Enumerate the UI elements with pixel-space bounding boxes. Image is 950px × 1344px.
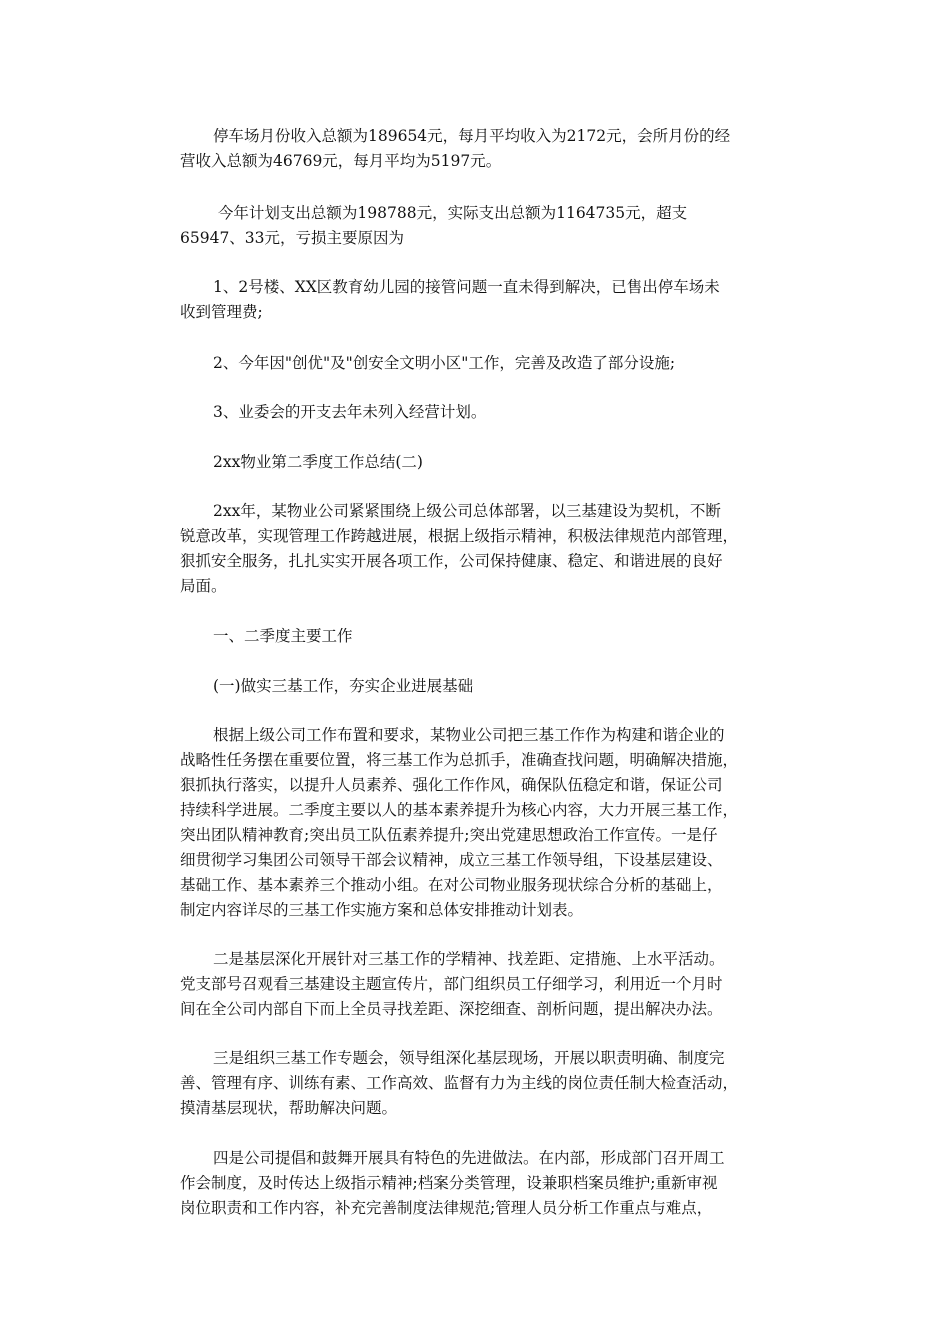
- heading-main-work: [180, 624, 780, 649]
- text-line: 四是公司提倡和鼓舞开展具有特色的先进做法。在内部，形成部门召开周工: [213, 1149, 725, 1167]
- text-line: 基础工作、基本素养三个推动小组。在对公司物业服务现状综合分析的基础上，: [180, 876, 723, 894]
- text-line: 二是基层深化开展针对三基工作的学精神、找差距、定措施、上水平活动。: [213, 950, 725, 968]
- text-line: 狠抓执行落实，以提升人员素养、强化工作作风，确保队伍稳定和谐，保证公司: [180, 776, 723, 794]
- text-line: 摸清基层现状，帮助解决问题。: [180, 1099, 398, 1117]
- paragraph-three-basics: [180, 723, 780, 923]
- text-line: (一)做实三基工作，夯实企业进展基础: [213, 677, 474, 695]
- paragraph-parking-income: [180, 124, 780, 174]
- text-line: 一、二季度主要工作: [213, 627, 353, 645]
- paragraph-third-point: [180, 1046, 780, 1121]
- text-line: 65947、33元，亏损主要原因为: [180, 229, 405, 247]
- paragraph-reason-3: [180, 400, 780, 425]
- text-line: 停车场月份收入总额为189654元，每月平均收入为2172元，会所月份的经: [213, 127, 731, 145]
- text-line: 收到管理费;: [180, 303, 263, 321]
- text-line: 狠抓安全服务，扎扎实实开展各项工作，公司保持健康、稳定、和谐进展的良好: [180, 552, 723, 570]
- text-line: 细贯彻学习集团公司领导干部会议精神，成立三基工作领导组，下设基层建设、: [180, 851, 723, 869]
- text-line: 岗位职责和工作内容，补充完善制度法律规范;管理人员分析工作重点与难点，: [180, 1199, 713, 1217]
- text-line: 营收入总额为46769元，每月平均为5197元。: [180, 152, 502, 170]
- section-title: [180, 450, 780, 475]
- text-line: 2xx年，某物业公司紧紧围绕上级公司总体部署，以三基建设为契机，不断: [213, 502, 721, 520]
- text-line: 党支部号召观看三基建设主题宣传片，部门组织员工仔细学习，利用近一个月时: [180, 975, 723, 993]
- text-line: 2、今年因"创优"及"创安全文明小区"工作，完善及改造了部分设施;: [213, 354, 676, 372]
- paragraph-second-point: [180, 947, 780, 1022]
- text-line: 战略性任务摆在重要位置，将三基工作为总抓手，准确查找问题，明确解决措施，: [180, 751, 739, 769]
- text-line: 作会制度，及时传达上级指示精神;档案分类管理，设兼职档案员维护;重新审视: [180, 1174, 718, 1192]
- paragraph-expenditure: [180, 201, 780, 251]
- subheading-three-basics: [180, 674, 780, 699]
- text-line: 2xx物业第二季度工作总结(二): [213, 453, 423, 471]
- text-line: 局面。: [180, 577, 227, 595]
- text-line: 1、2号楼、XX区教育幼儿园的接管问题一直未得到解决，已售出停车场未: [213, 278, 720, 296]
- text-line: 锐意改革，实现管理工作跨越进展，根据上级指示精神，积极法律规范内部管理，: [180, 527, 739, 545]
- text-line: 间在全公司内部自下而上全员寻找差距、深挖细查、剖析问题，提出解决办法。: [180, 1000, 723, 1018]
- text-line: 制定内容详尽的三基工作实施方案和总体安排推动计划表。: [180, 901, 584, 919]
- paragraph-reason-2: [180, 351, 780, 376]
- text-line: 根据上级公司工作布置和要求，某物业公司把三基工作作为构建和谐企业的: [213, 726, 725, 744]
- text-line: 3、业委会的开支去年未列入经营计划。: [213, 403, 487, 421]
- paragraph-reason-1: [180, 275, 780, 325]
- paragraph-intro: [180, 499, 780, 599]
- text-line: 三是组织三基工作专题会，领导组深化基层现场，开展以职责明确、制度完: [213, 1049, 725, 1067]
- text-line: 突出团队精神教育;突出员工队伍素养提升;突出党建思想政治工作宣传。一是仔: [180, 826, 718, 844]
- text-line: 今年计划支出总额为198788元，实际支出总额为1164735元，超支: [213, 204, 688, 222]
- paragraph-fourth-point: [180, 1146, 780, 1221]
- text-line: 持续科学进展。二季度主要以人的基本素养提升为核心内容，大力开展三基工作，: [180, 801, 739, 819]
- text-line: 善、管理有序、训练有素、工作高效、监督有力为主线的岗位责任制大检查活动，: [180, 1074, 739, 1092]
